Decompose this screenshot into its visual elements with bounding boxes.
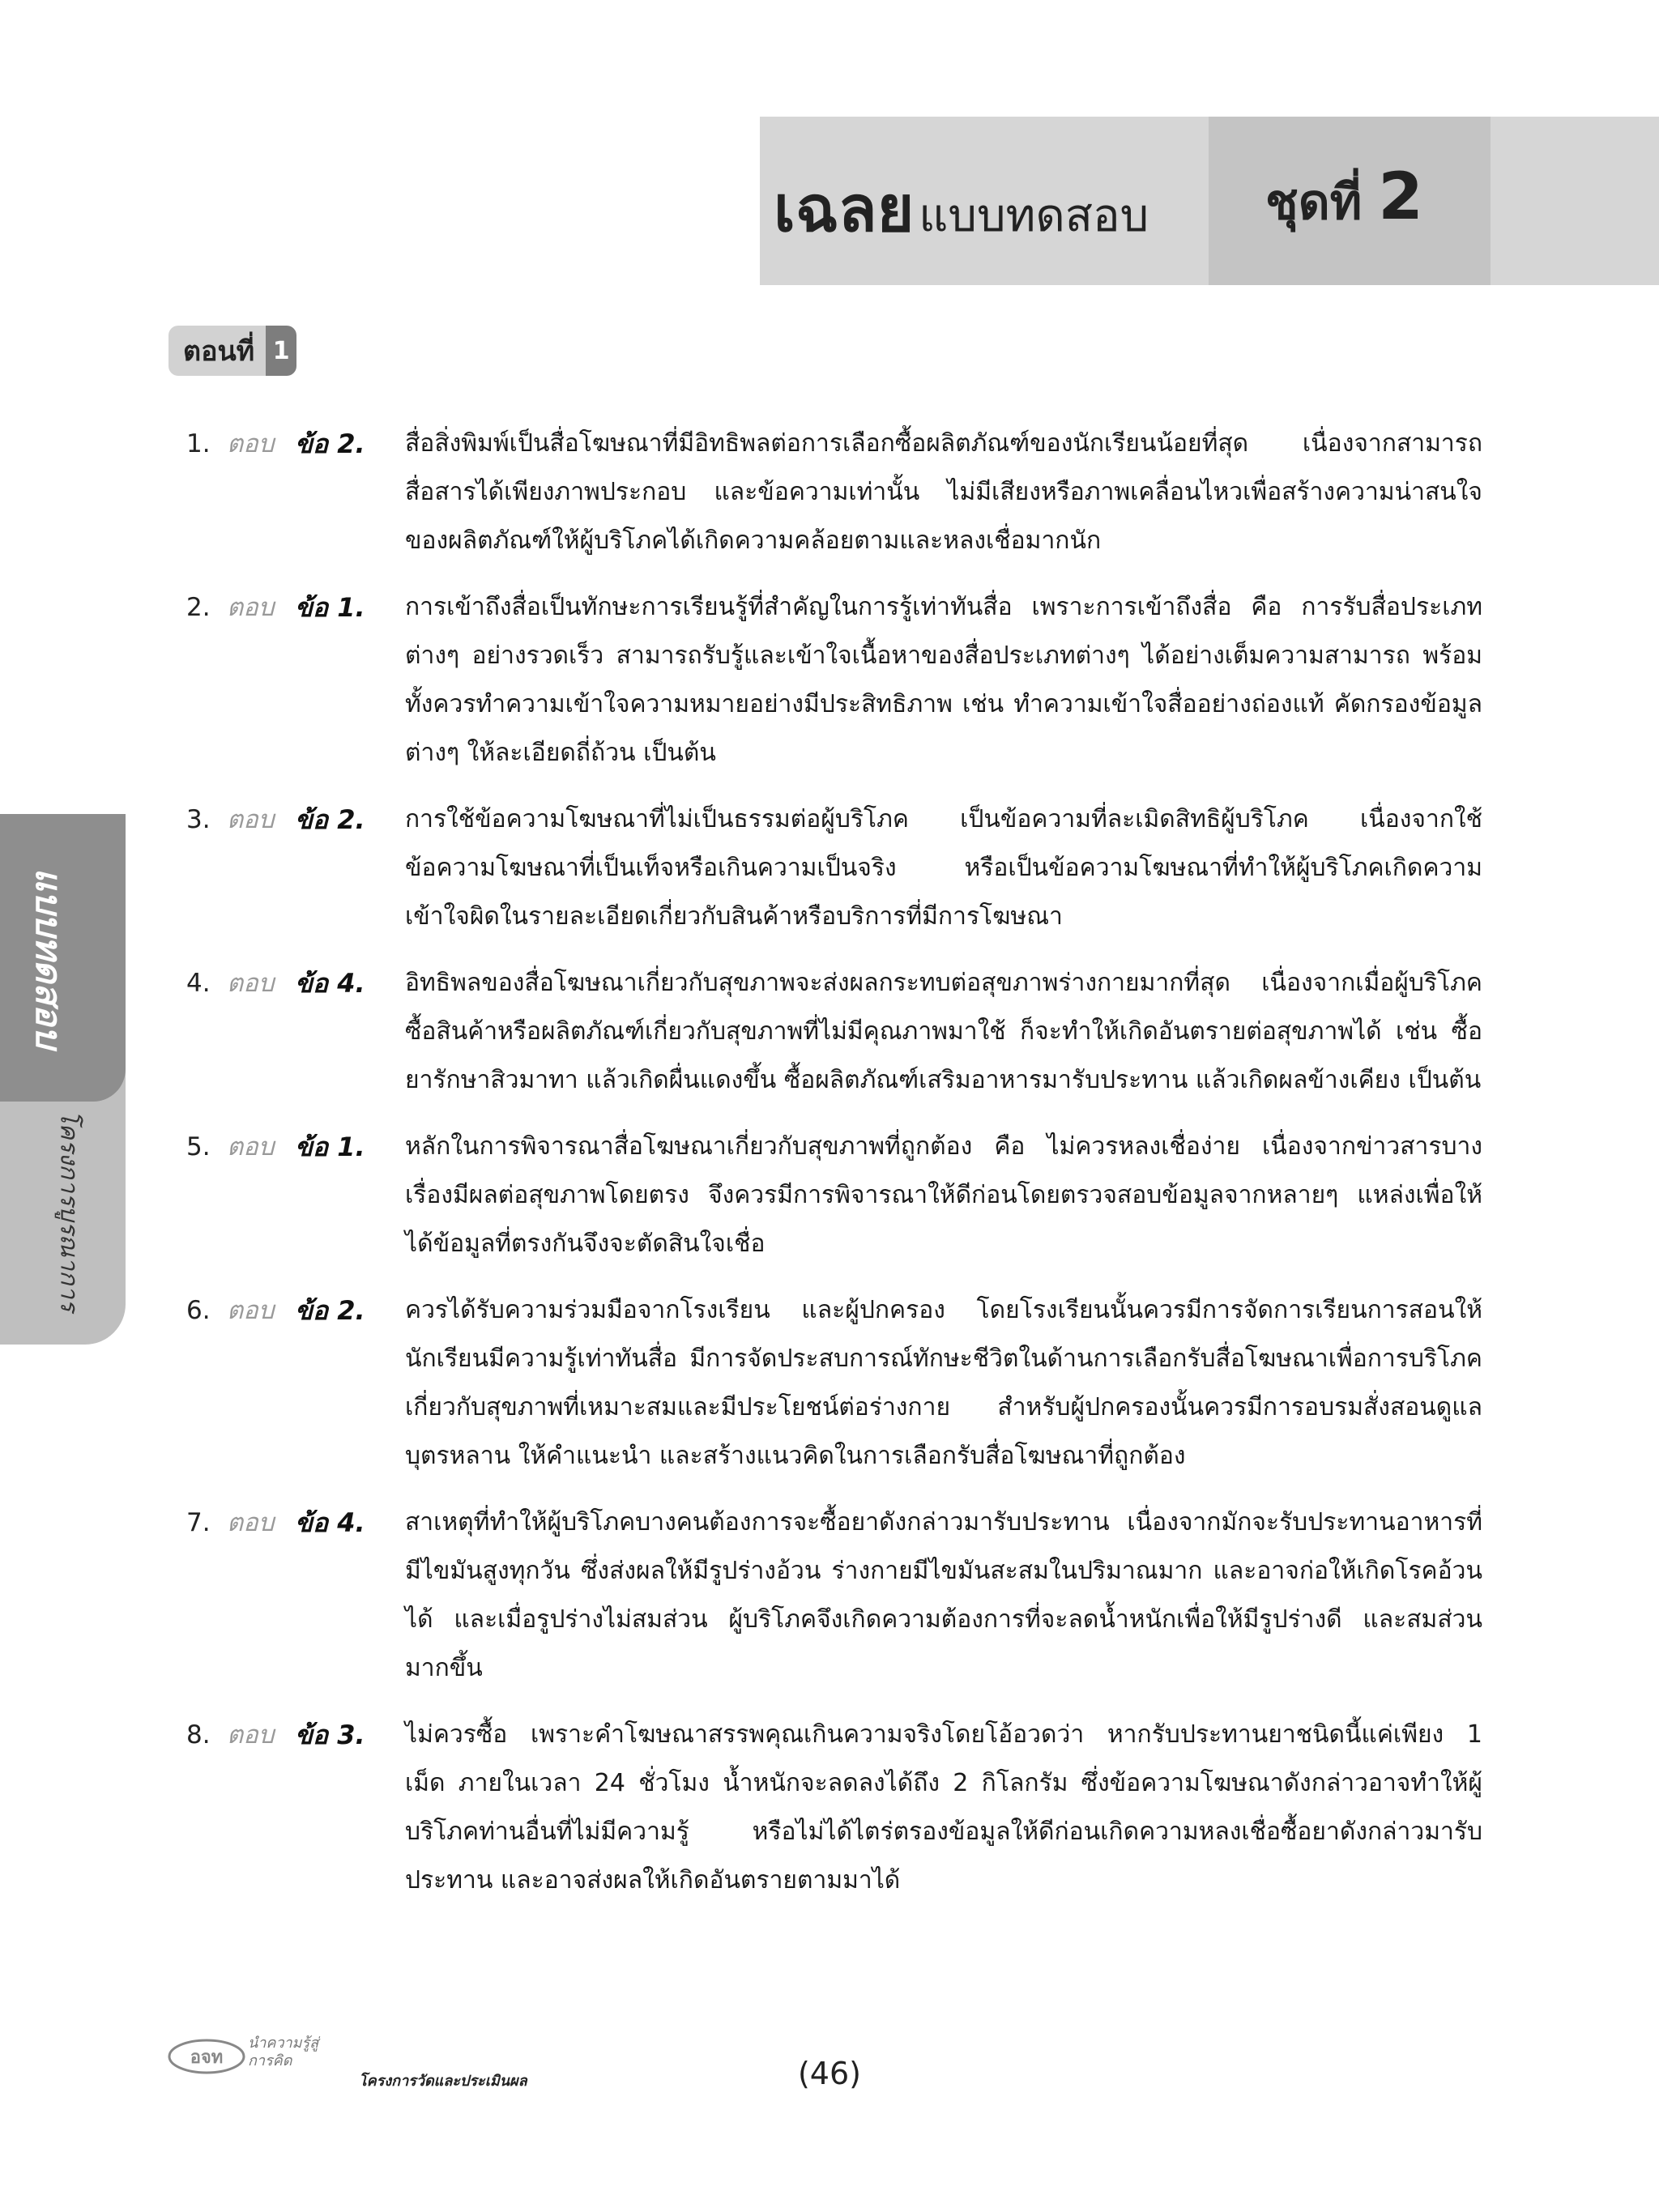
answer-item <box>186 959 1482 1105</box>
answer-number: 7. <box>186 1508 211 1537</box>
answer-prefix: ตอบ <box>227 429 275 458</box>
answer-choice: ข้อ 4. <box>295 968 365 999</box>
section-tag <box>168 326 296 376</box>
page-title <box>774 159 1149 248</box>
answer-number: 1. <box>186 429 211 458</box>
answer-prefix: ตอบ <box>227 1720 275 1750</box>
answer-item <box>186 1711 1482 1905</box>
answer-item <box>186 1123 1482 1268</box>
answer-explanation: ไม่ควรซื้อ เพราะคำโฆษณาสรรพคุณเกินความจริงโดยโอ้อวดว่า หากรับประทานยาชนิดนี้แค่เพียง 1 เม็ด ภายในเวลา 24 ชั่วโมง น้ำหนักจะลดลงได้ถึง 2 กิโลกรัม ซึ่งข้อความโฆษณาดังกล่าวอาจทำให้ผู้บริโภคท่านอื่นที่ไม่มีความรู้ หรือไม่ได้ไตร่ตรองข้อมูลให้ดีก่อนเกิดความหลงเชื่อซื้อยาดังกล่าวมารับประทาน และอาจส่งผลให้เกิดอันตรายตามมาได้ <box>405 1720 1482 1894</box>
answer-explanation: ควรได้รับความร่วมมือจากโรงเรียน และผู้ปกครอง โดยโรงเรียนนั้นควรมีการจัดการเรียนการสอนให้นักเรียนมีความรู้เท่าทันสื่อ มีการจัดประสบการณ์ทักษะชีวิตในด้านการเลือกรับสื่อโฆษณาเพื่อการบริโภคเกี่ยวกับสุขภาพที่เหมาะสมและมีประโยชน์ต่อร่างกาย สำหรับผู้ปกครองนั้นควรมีการอบรมสั่งสอนดูแลบุตรหลาน ให้คำแนะนำ และสร้างแนวคิดในการเลือกรับสื่อโฆษณาที่ถูกต้อง <box>405 1296 1482 1470</box>
answer-item <box>186 795 1482 941</box>
answer-choice: ข้อ 2. <box>295 428 365 459</box>
answer-item <box>186 583 1482 778</box>
side-tab-secondary-label: โครงการบูรณาการ <box>54 1110 83 1312</box>
answer-choice: ข้อ 1. <box>295 592 365 623</box>
section-label: ตอนที่ <box>168 326 266 376</box>
answer-prefix: ตอบ <box>227 1508 275 1537</box>
answer-number: 3. <box>186 805 211 834</box>
answer-number: 4. <box>186 969 211 998</box>
set-indicator <box>1265 159 1423 248</box>
answer-number: 2. <box>186 593 211 622</box>
answer-number: 6. <box>186 1296 211 1325</box>
set-number: 2 <box>1378 159 1423 234</box>
answer-prefix: ตอบ <box>227 969 275 998</box>
answer-prefix: ตอบ <box>227 1296 275 1325</box>
publisher-slogan: นำความรู้สู่การคิด <box>248 2035 319 2069</box>
answer-explanation: หลักในการพิจารณาสื่อโฆษณาเกี่ยวกับสุขภาพที่ถูกต้อง คือ ไม่ควรหลงเชื่อง่าย เนื่องจากข่าวสารบางเรื่องมีผลต่อสุขภาพโดยตรง จึงควรมีการพิจารณาให้ดีก่อนโดยตรวจสอบข้อมูลจากหลายๆ แหล่งเพื่อให้ได้ข้อมูลที่ตรงกันจึงจะตัดสินใจเชื่อ <box>405 1132 1482 1258</box>
answer-list <box>186 420 1482 1923</box>
answer-prefix: ตอบ <box>227 805 275 834</box>
answer-prefix: ตอบ <box>227 593 275 622</box>
section-number: 1 <box>266 326 296 376</box>
side-tab-primary-label: แบบทดสอบ <box>28 867 69 1049</box>
answer-choice: ข้อ 2. <box>295 1295 365 1326</box>
footer-project: โครงการวัดและประเมินผล <box>359 2073 527 2090</box>
answer-number: 8. <box>186 1720 211 1750</box>
answer-explanation: สาเหตุที่ทำให้ผู้บริโภคบางคนต้องการจะซื้อยาดังกล่าวมารับประทาน เนื่องจากมักจะรับประทานอาหารที่มีไขมันสูงทุกวัน ซึ่งส่งผลให้มีรูปร่างอ้วน ร่างกายมีไขมันสะสมในปริมาณมาก และอาจก่อให้เกิดโรคอ้วนได้ และเมื่อรูปร่างไม่สมส่วน ผู้บริโภคจึงเกิดความต้องการที่จะลดน้ำหนักเพื่อให้มีรูปร่างดี และสมส่วนมากขึ้น <box>405 1508 1482 1682</box>
answer-explanation: สื่อสิ่งพิมพ์เป็นสื่อโฆษณาที่มีอิทธิพลต่อการเลือกซื้อผลิตภัณฑ์ของนักเรียนน้อยที่สุด เนื่องจากสามารถสื่อสารได้เพียงภาพประกอบ และข้อความเท่านั้น ไม่มีเสียงหรือภาพเคลื่อนไหวเพื่อสร้างความน่าสนใจของผลิตภัณฑ์ให้ผู้บริโภคได้เกิดความคล้อยตามและหลงเชื่อมากนัก <box>405 429 1482 555</box>
title-rest: แบบทดสอบ <box>919 190 1149 242</box>
answer-explanation: อิทธิพลของสื่อโฆษณาเกี่ยวกับสุขภาพจะส่งผลกระทบต่อสุขภาพร่างกายมากที่สุด เนื่องจากเมื่อผู้บริโภคซื้อสินค้าหรือผลิตภัณฑ์เกี่ยวกับสุขภาพที่ไม่มีคุณภาพมาใช้ ก็จะทำให้เกิดอันตรายต่อสุขภาพได้ เช่น ซื้อยารักษาสิวมาทา แล้วเกิดผื่นแดงขึ้น ซื้อผลิตภัณฑ์เสริมอาหารมารับประทาน แล้วเกิดผลข้างเคียง เป็นต้น <box>405 969 1482 1094</box>
answer-choice: ข้อ 3. <box>295 1720 365 1750</box>
answer-prefix: ตอบ <box>227 1132 275 1161</box>
set-label: ชุดที่ <box>1265 174 1363 231</box>
title-bold: เฉลย <box>774 173 915 246</box>
answer-explanation: การเข้าถึงสื่อเป็นทักษะการเรียนรู้ที่สำคัญในการรู้เท่าทันสื่อ เพราะการเข้าถึงสื่อ คือ การรับสื่อประเภทต่างๆ อย่างรวดเร็ว สามารถรับรู้และเข้าใจเนื้อหาของสื่อประเภทต่างๆ ได้อย่างเต็มความสามารถ พร้อมทั้งควรทำความเข้าใจความหมายอย่างมีประสิทธิภาพ เช่น ทำความเข้าใจสื่ออย่างถ่องแท้ คัดกรองข้อมูลต่างๆ ให้ละเอียดถี่ถ้วน เป็นต้น <box>405 593 1482 767</box>
answer-choice: ข้อ 4. <box>295 1507 365 1538</box>
answer-choice: ข้อ 1. <box>295 1132 365 1162</box>
answer-item <box>186 1286 1482 1481</box>
answer-item <box>186 1498 1482 1693</box>
answer-number: 5. <box>186 1132 211 1161</box>
answer-explanation: การใช้ข้อความโฆษณาที่ไม่เป็นธรรมต่อผู้บริโภค เป็นข้อความที่ละเมิดสิทธิผู้บริโภค เนื่องจากใช้ข้อความโฆษณาที่เป็นเท็จหรือเกินความเป็นจริง หรือเป็นข้อความโฆษณาที่ทำให้ผู้บริโภคเกิดความเข้าใจผิดในรายละเอียดเกี่ยวกับสินค้าหรือบริการที่มีการโฆษณา <box>405 805 1482 931</box>
answer-item <box>186 420 1482 565</box>
answer-choice: ข้อ 2. <box>295 804 365 835</box>
page-number: (46) <box>797 2056 861 2091</box>
publisher-logo-text: อจท <box>190 2048 224 2068</box>
